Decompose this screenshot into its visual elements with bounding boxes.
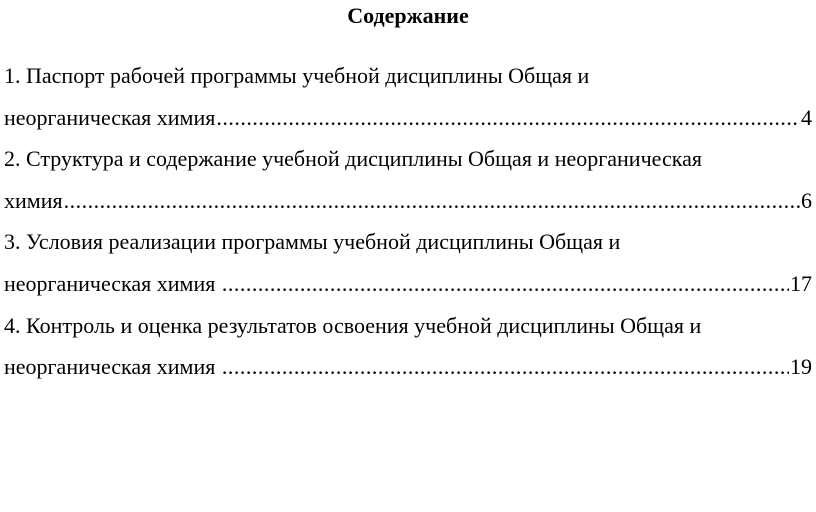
toc-entry-line: 1. Паспорт рабочей программы учебной дисциплины Общая и bbox=[4, 63, 590, 88]
page-number: 17 bbox=[790, 270, 812, 296]
toc-entry-line: неорганическая химия bbox=[4, 270, 221, 296]
toc-entry-1 bbox=[4, 55, 816, 138]
toc-entry-line: 4. Контроль и оценка результатов освоения учебной дисциплины Общая и bbox=[4, 312, 702, 338]
toc-entry-leader-line bbox=[4, 263, 816, 305]
toc-entry-line: химия bbox=[4, 187, 63, 213]
toc-entry-line: 2. Структура и содержание учебной дисциплины Общая и неорганическая bbox=[4, 146, 702, 172]
dot-leader bbox=[64, 180, 800, 222]
page-number: 6 bbox=[801, 187, 812, 213]
toc-entry-line: неорганическая химия bbox=[4, 354, 221, 380]
toc-entry-leader-line bbox=[4, 97, 816, 139]
toc-list bbox=[4, 55, 816, 388]
page-number: 4 bbox=[801, 104, 812, 130]
toc-entry-line: неорганическая химия bbox=[4, 104, 216, 130]
toc-entry-2 bbox=[4, 138, 816, 221]
dot-leader bbox=[222, 263, 789, 305]
toc-entry-line: 3. Условия реализации программы учебной дисциплины Общая и bbox=[4, 229, 621, 255]
toc-entry-leader-line bbox=[4, 180, 816, 222]
dot-leader bbox=[222, 346, 789, 388]
toc-title: Содержание bbox=[347, 3, 469, 28]
page-number: 19 bbox=[790, 354, 812, 380]
toc-entry-4 bbox=[4, 305, 816, 388]
toc-entry-3 bbox=[4, 221, 816, 304]
dot-leader bbox=[216, 97, 800, 139]
toc-entry-leader-line bbox=[4, 346, 816, 388]
